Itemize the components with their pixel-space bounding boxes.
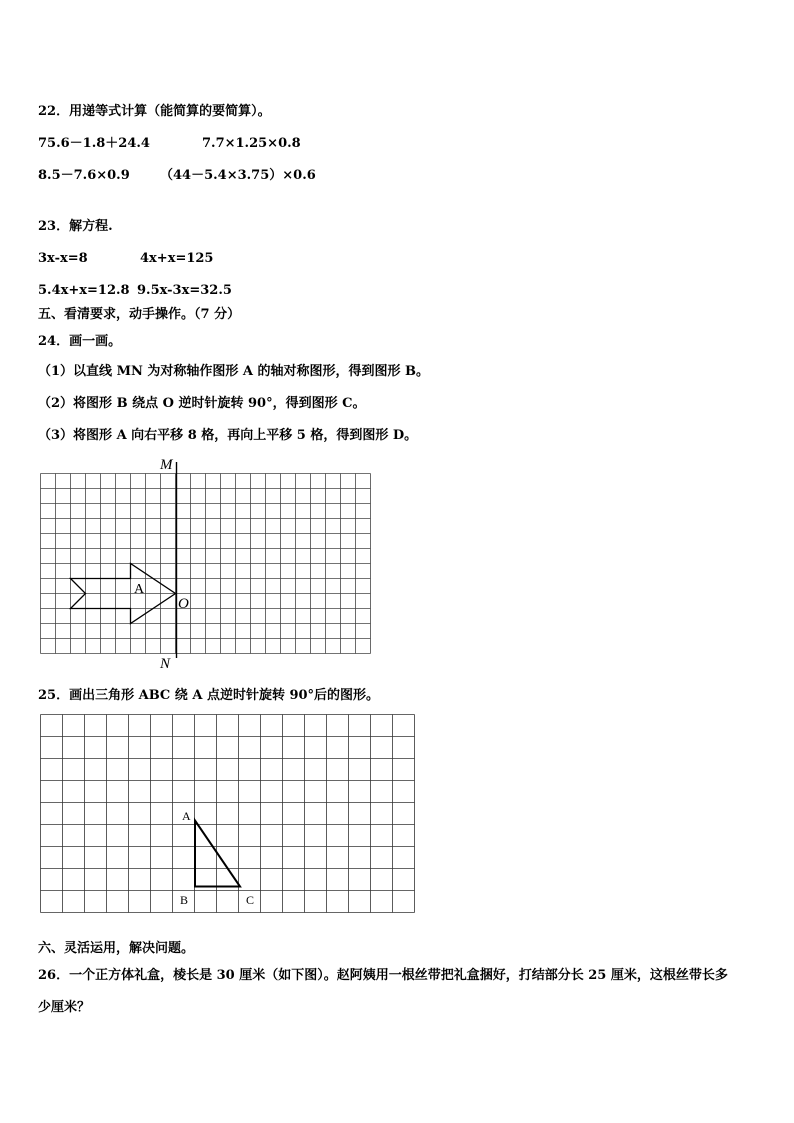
q24-step-2: （2）将图形 B 绕点 O 逆时针旋转 90°，得到图形 C。 [38,396,366,411]
triangle-abc [195,821,240,887]
q26-line-1: 26．一个正方体礼盒，棱长是 30 厘米（如下图）。赵阿姨用一根丝带把礼盒捆好，打结部分长 25 厘米，这根丝带长多 [38,968,728,983]
q24-step-1: （1）以直线 MN 为对称轴作图形 A 的轴对称图形，得到图形 B。 [38,364,430,379]
label-m: M [160,457,173,473]
q24-title: 24．画一画。 [38,334,122,349]
q25-title: 25．画出三角形 ABC 绕 A 点逆时针旋转 90°后的图形。 [38,688,380,703]
section6-title: 六、灵活运用，解决问题。 [38,941,195,956]
q22-item-2: 7.7×1.25×0.8 [202,136,301,151]
q25-figure [38,712,428,934]
q23-title: 23．解方程. [38,219,113,234]
label-n: N [160,656,171,672]
q23-item-3: 5.4x+x=12.8 [38,283,130,298]
q23-item-4: 9.5x-3x=32.5 [137,283,232,298]
q25-grid [41,715,415,913]
section5-title: 五、看清要求，动手操作。（7 分） [38,307,241,322]
q23-item-2: 4x+x=125 [140,251,214,266]
q24-figure [30,452,390,672]
label-shape-a: A [134,582,145,597]
q22-item-4: （44－5.4×3.75）×0.6 [160,168,316,183]
q22-item-1: 75.6－1.8＋24.4 [38,136,150,151]
label-o: O [178,596,189,612]
label-b: B [180,893,189,907]
q24-step-3: （3）将图形 A 向右平移 8 格，再向上平移 5 格，得到图形 D。 [38,428,418,443]
q24-grid [41,474,371,654]
q26-line-2: 少厘米？ [38,1000,91,1015]
label-c: C [246,893,255,907]
q22-title: 22．用递等式计算（能简算的要简算）。 [38,104,271,119]
label-a: A [182,809,191,823]
q22-item-3: 8.5－7.6×0.9 [38,168,130,183]
q23-item-1: 3x-x=8 [38,251,88,266]
